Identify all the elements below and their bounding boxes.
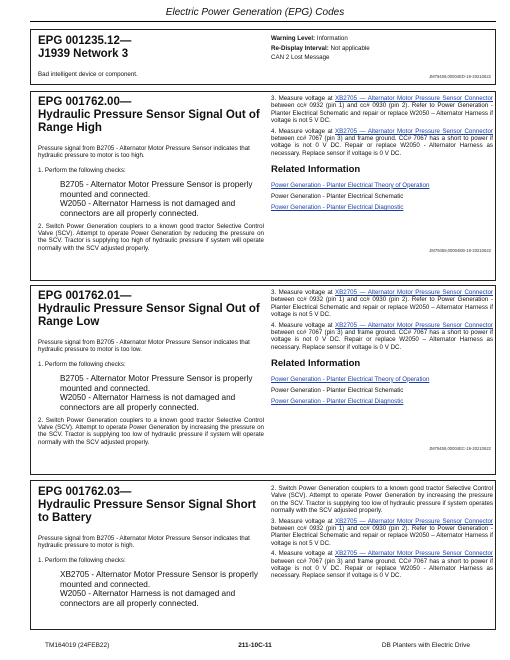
code-description: Pressure signal from B2705 - Alternator Motor Pressure Sensor indicates that hydraulic pressure to motor is too high.: [38, 145, 250, 160]
code-heading: Hydraulic Pressure Sensor Signal Out of Range High: [38, 109, 260, 134]
connector-link[interactable]: XB2705 — Alternator Motor Pressure Sensor Connector: [335, 321, 493, 329]
code-description: Pressure signal from B2705 - Alternator Motor Pressure Sensor indicates that hydraulic pressure to motor is high.: [38, 535, 250, 550]
code-subtitle: J1939 Network 3: [38, 48, 129, 60]
code-description: Bad intelligent device or component.: [38, 71, 138, 78]
check-1: B2705 - Alternator Motor Pressure Sensor is properly mounted and connected.: [60, 374, 253, 393]
related-link-theory[interactable]: Power Generation - Planter Electrical Theory of Operation: [271, 181, 430, 189]
code-title: EPG 001762.03—: [38, 486, 132, 498]
footer-doc-id: TM164019 (24FEB22): [45, 642, 110, 649]
connector-link[interactable]: XB2705 — Alternator Motor Pressure Sensor Connector: [335, 517, 493, 525]
code-box-001762-03: [30, 480, 496, 630]
code-box-001235-12: [30, 29, 496, 85]
connector-link[interactable]: XB2705 — Alternator Motor Pressure Sensor Connector: [335, 289, 493, 296]
related-text-schematic: Power Generation - Planter Electrical Schematic: [271, 193, 404, 201]
step-3: 3. Measure voltage at XB2705 — Alternator Motor Pressure Sensor Connector between cc# 0932 (pin 1) and cc# 0930 (pin 2). Refer to Power Generation - Planter Electrical Schematic and repair or replace W2050 – Alternator Harness if voltage is not 5 V DC.: [271, 95, 493, 125]
code-title: EPG 001235.12—: [38, 35, 132, 47]
page-header: Electric Power Generation (EPG) Codes: [165, 7, 345, 18]
connector-link[interactable]: XB2705 — Alternator Motor Pressure Sensor Connector: [335, 95, 493, 102]
related-heading: Related Information: [271, 358, 361, 370]
related-link-diagnostic[interactable]: Power Generation - Planter Electrical Diagnostic: [271, 204, 404, 212]
footer-page-number: 211-10C-11: [238, 642, 272, 649]
check-2: W2050 - Alternator Harness is not damaged and connectors are all properly connected.: [60, 199, 236, 218]
step-1: 1. Perform the following checks:: [38, 166, 126, 174]
code-heading: Hydraulic Pressure Sensor Signal Short to Battery: [38, 499, 256, 524]
step-4: 4. Measure voltage at XB2705 — Alternator Motor Pressure Sensor Connector between cc# 7067 (pin 3) and frame ground. CC# 7067 has a short to power if voltage is not 0 V DC. Repair or replace W2050 - Alternator Harness as necessary. Replace sensor if voltage is 0 V DC.: [271, 550, 493, 580]
step-2: 2. Switch Power Generation couplers to a known good tractor Selective Control Valve (SCV). Attempt to operate Power Generation by increasing the pressure on the SCV. Tractor is supplying too low of hydraulic pressure if system operates normally with the SCV adjusted properly.: [271, 485, 493, 515]
step-1: 1. Perform the following checks:: [38, 556, 126, 564]
code-description: Pressure signal from B2705 - Alternator Motor Pressure Sensor indicates that hydraulic pressure to motor is too low.: [38, 339, 250, 354]
related-link-diagnostic[interactable]: Power Generation - Planter Electrical Diagnostic: [271, 398, 404, 406]
header-rule: [30, 21, 496, 22]
redisplay-interval: Re-Display Interval: Not applicable: [271, 44, 370, 52]
step-4: 4. Measure voltage at XB2705 — Alternator Motor Pressure Sensor Connector between cc# 7067 (pin 3) and frame ground. CC# 7067 has a short to power if voltage is not 0 V DC. Repair or replace W2050 - Alternator Harness as necessary. Replace sensor if voltage is 0 V DC.: [271, 127, 493, 157]
code-title: EPG 001762.00—: [38, 96, 132, 108]
reference-id: JM79459,00004EC-19-20210622: [429, 446, 491, 451]
reference-id: JM79459,00004EB-19-20210622: [429, 248, 491, 253]
check-1: B2705 - Alternator Motor Pressure Sensor is properly mounted and connected.: [60, 180, 253, 199]
step-3: 3. Measure voltage at XB2705 — Alternator Motor Pressure Sensor Connector between cc# 0932 (pin 1) and cc# 0930 (pin 2). Refer to Power Generation - Planter Electrical Schematic and repair or replace W2050 – Alternator Harness if voltage is not 5 V DC.: [271, 517, 493, 547]
step-2: 2. Switch Power Generation couplers to a known good tractor Selective Control Valve (SCV). Attempt to operate Power Generation by increasing the pressure on the SCV. Tractor is supplying too low of hydraulic pressure if system will operate normally with the SCV adjusted properly.: [38, 416, 264, 446]
code-box-001762-01: [30, 285, 496, 475]
check-2: W2050 - Alternator Harness is not damaged and connectors are all properly connected.: [60, 393, 236, 412]
check-1: XB2705 - Alternator Motor Pressure Sensor is properly mounted and connected.: [60, 570, 258, 589]
code-box-001762-00: [30, 91, 496, 281]
step-4: 4. Measure voltage at XB2705 — Alternator Motor Pressure Sensor Connector between cc# 7067 (pin 3) and frame ground. CC# 7067 has a short to power if voltage is not 0 V DC. Repair or replace W2050 – Alternator Harness as necessary. Replace sensor if voltage is 0 V DC.: [271, 321, 493, 351]
warning-level: Warning Level: Information: [271, 35, 348, 42]
related-heading: Related Information: [271, 164, 361, 176]
connector-link[interactable]: XB2705 — Alternator Motor Pressure Sensor Connector: [335, 127, 493, 135]
code-title: EPG 001762.01—: [38, 290, 132, 302]
related-text-schematic: Power Generation - Planter Electrical Schematic: [271, 387, 404, 395]
related-link-theory[interactable]: Power Generation - Planter Electrical Theory of Operation: [271, 375, 430, 383]
code-heading: Hydraulic Pressure Sensor Signal Out of Range Low: [38, 303, 260, 328]
check-2: W2050 - Alternator Harness is not damaged and connectors are all properly connected.: [60, 589, 236, 608]
message-text: CAN 2 Lost Message: [271, 54, 330, 61]
footer-product: DB Planters with Electric Drive: [381, 642, 470, 649]
reference-id: JM79459,00004ED-19-20210622: [429, 74, 491, 79]
connector-link[interactable]: XB2705 — Alternator Motor Pressure Sensor Connector: [335, 550, 493, 558]
step-2: 2. Switch Power Generation couplers to a known good tractor Selective Control Valve (SCV). Attempt to operate Power Generation by reducing the pressure on the SCV. Tractor is supplying too high of hydraulic pressure if system will operate normally with the SCV adjusted properly.: [38, 222, 264, 252]
step-1: 1. Perform the following checks:: [38, 360, 126, 368]
step-3: 3. Measure voltage at XB2705 — Alternator Motor Pressure Sensor Connector between cc# 0932 (pin 1) and cc# 0930 (pin 2). Refer to Power Generation - Planter Electrical Schematic and repair or replace W2050 – Alternator Harness if voltage is not 5 V DC.: [271, 289, 493, 319]
